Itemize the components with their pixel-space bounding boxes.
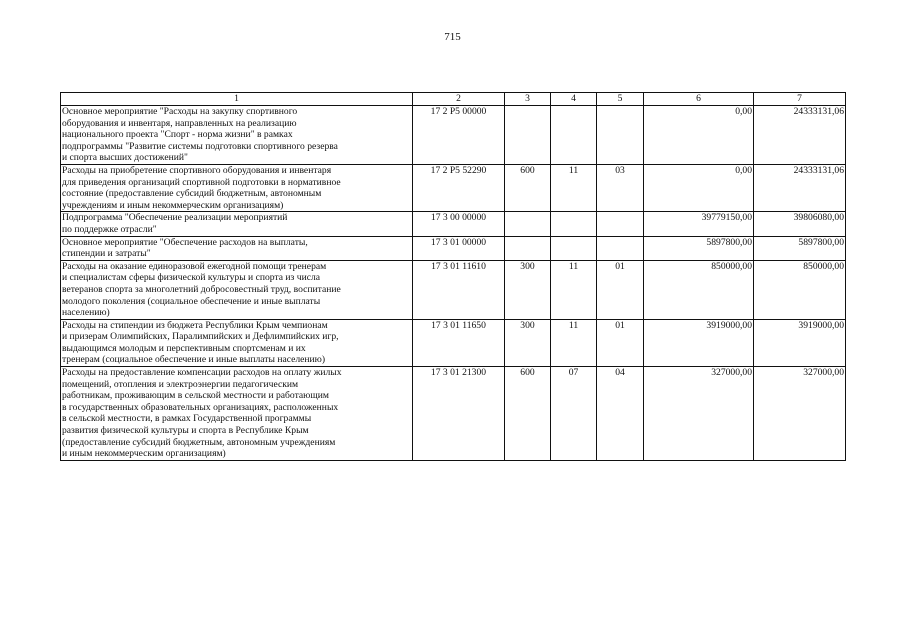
expense-name: Расходы на оказание единоразовой ежегодной помощи тренерам и специалистам сферы физической культуры и спорта из числа ветеранов спорта за многолетний добросовестный труд, воспитание молодого поколения (социальное обеспечение и иные выплаты населению) — [61, 260, 413, 319]
target-code: 17 2 P5 00000 — [413, 106, 505, 165]
column-header: 2 — [413, 93, 505, 106]
section-code: 11 — [551, 260, 597, 319]
section-code: 11 — [551, 319, 597, 366]
subsection-code: 01 — [597, 260, 644, 319]
page-number: 715 — [444, 31, 461, 43]
section-code — [551, 212, 597, 236]
table-row — [61, 236, 846, 260]
column-header: 1 — [61, 93, 413, 106]
expense-type-code: 600 — [505, 367, 551, 461]
table-row — [61, 260, 846, 319]
target-code: 17 3 01 11610 — [413, 260, 505, 319]
amount-col6: 0,00 — [644, 164, 754, 211]
section-code — [551, 236, 597, 260]
column-header: 6 — [644, 93, 754, 106]
amount-col6: 0,00 — [644, 106, 754, 165]
target-code: 17 2 P5 52290 — [413, 164, 505, 211]
section-code — [551, 106, 597, 165]
amount-col6: 327000,00 — [644, 367, 754, 461]
subsection-code — [597, 106, 644, 165]
amount-col6: 850000,00 — [644, 260, 754, 319]
subsection-code: 04 — [597, 367, 644, 461]
table-row — [61, 367, 846, 461]
amount-col7: 3919000,00 — [754, 319, 846, 366]
amount-col7: 39806080,00 — [754, 212, 846, 236]
amount-col7: 850000,00 — [754, 260, 846, 319]
column-header: 4 — [551, 93, 597, 106]
amount-col7: 327000,00 — [754, 367, 846, 461]
expense-name: Расходы на стипендии из бюджета Республики Крым чемпионам и призерам Олимпийских, Паралимпийских и Дефлимпийских игр, выдающимся молодым и перспективным спортсменам и их тренерам (социальное обеспечение и иные выплаты населению) — [61, 319, 413, 366]
expense-type-code — [505, 236, 551, 260]
budget-table — [60, 92, 846, 461]
expense-type-code — [505, 212, 551, 236]
expense-name: Основное мероприятие "Обеспечение расходов на выплаты, стипендии и затраты" — [61, 236, 413, 260]
amount-col6: 3919000,00 — [644, 319, 754, 366]
amount-col7: 24333131,06 — [754, 106, 846, 165]
target-code: 17 3 01 21300 — [413, 367, 505, 461]
table-row — [61, 319, 846, 366]
amount-col7: 5897800,00 — [754, 236, 846, 260]
table-row — [61, 106, 846, 165]
target-code: 17 3 01 11650 — [413, 319, 505, 366]
column-header: 5 — [597, 93, 644, 106]
target-code: 17 3 00 00000 — [413, 212, 505, 236]
expense-type-code: 300 — [505, 319, 551, 366]
amount-col6: 5897800,00 — [644, 236, 754, 260]
table-row — [61, 212, 846, 236]
amount-col6: 39779150,00 — [644, 212, 754, 236]
subsection-code — [597, 236, 644, 260]
expense-type-code: 300 — [505, 260, 551, 319]
section-code: 11 — [551, 164, 597, 211]
table-row — [61, 164, 846, 211]
column-header: 7 — [754, 93, 846, 106]
expense-type-code — [505, 106, 551, 165]
expense-name: Основное мероприятие "Расходы на закупку спортивного оборудования и инвентаря, направленных на реализацию национального проекта "Спорт - норма жизни" в рамках подпрограммы "Развитие системы подготовки спортивного резерва и спорта высших достижений" — [61, 106, 413, 165]
header-row — [61, 93, 846, 106]
column-header: 3 — [505, 93, 551, 106]
expense-type-code: 600 — [505, 164, 551, 211]
amount-col7: 24333131,06 — [754, 164, 846, 211]
expense-name: Расходы на предоставление компенсации расходов на оплату жилых помещений, отопления и электроэнергии педагогическим работникам, проживающим в сельской местности и работающим в государственных образовательных организациях, расположенных в сельской местности, в рамках Государственной программы развития физической культуры и спорта в Республике Крым (предоставление субсидий бюджетным, автономным учреждениям и иным некоммерческим организациям) — [61, 367, 413, 461]
subsection-code: 01 — [597, 319, 644, 366]
subsection-code: 03 — [597, 164, 644, 211]
expense-name: Расходы на приобретение спортивного оборудования и инвентаря для приведения организаций спортивной подготовки в нормативное состояние (предоставление субсидий бюджетным, автономным учреждениям и иным некоммерческим организациям) — [61, 164, 413, 211]
expense-name: Подпрограмма "Обеспечение реализации мероприятий по поддержке отрасли" — [61, 212, 413, 236]
target-code: 17 3 01 00000 — [413, 236, 505, 260]
subsection-code — [597, 212, 644, 236]
section-code: 07 — [551, 367, 597, 461]
